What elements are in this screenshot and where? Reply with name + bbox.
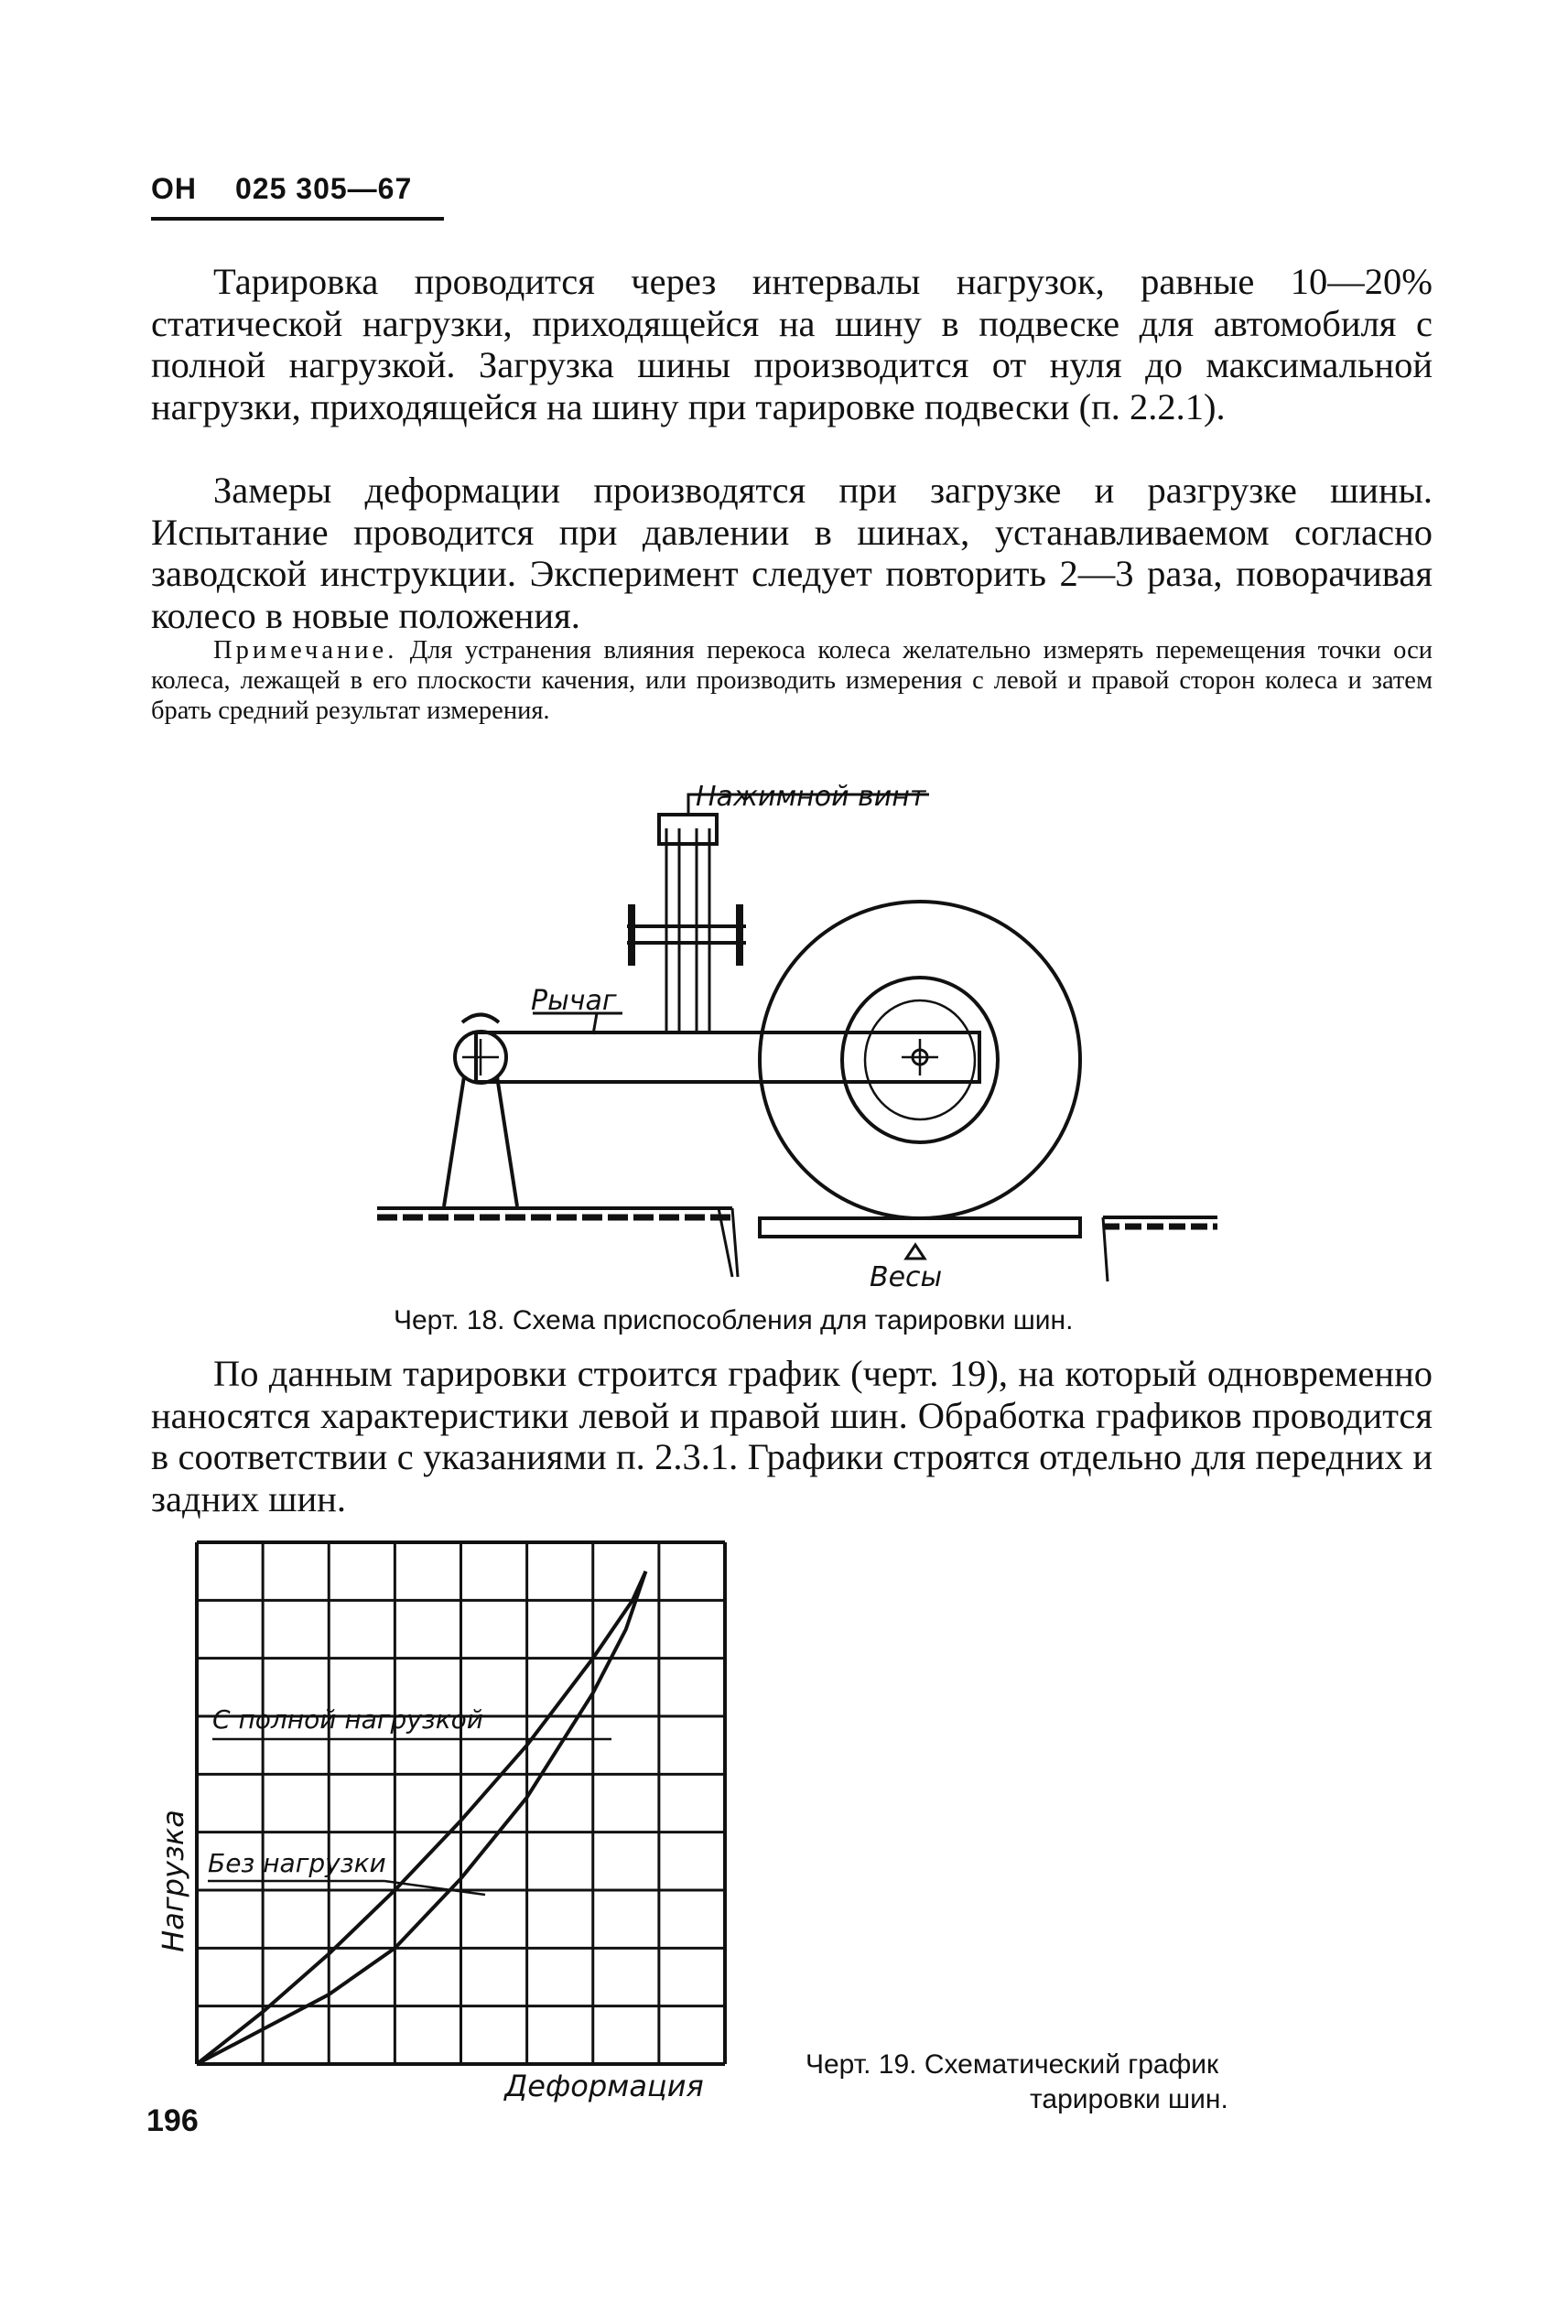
- note: [151, 635, 1433, 726]
- series-label-empty-leader: [208, 1881, 485, 1895]
- series-line-no-load: [197, 1572, 645, 2064]
- figure19-caption-line2: тарировки шин.: [1030, 2084, 1228, 2114]
- paragraph-1: Тарировка проводится через интервалы нагрузок, равные 10—20% статической нагрузки, приходящейся на шину в подвеске для автомобиля с полной нагрузкой. Загрузка шины производится от нуля до максимальной нагрузки, приходящейся на шину при тарировке подвески (п. 2.2.1).: [151, 261, 1433, 427]
- tire-outer: [760, 902, 1080, 1218]
- screw-label: Нажимной винт: [696, 781, 926, 813]
- cross-beam: [627, 926, 746, 943]
- tire-inner: [842, 978, 998, 1142]
- support-stand: [444, 1015, 517, 1207]
- note-label: Примечание.: [213, 636, 398, 665]
- lever-label: Рычаг: [531, 985, 617, 1017]
- chart-series: [197, 1572, 645, 2064]
- series-label-full: С полной нагрузкой: [212, 1704, 483, 1735]
- scales-label: Весы: [870, 1261, 943, 1293]
- x-axis-label: Деформация: [504, 2069, 704, 2103]
- rim-inner: [865, 1000, 975, 1119]
- y-axis-label: Нагрузка: [156, 1810, 190, 1952]
- document-header: [151, 172, 412, 206]
- lever-arm: [476, 1032, 979, 1082]
- series-line-full-load: [197, 1572, 645, 2064]
- chart-grid: [197, 1542, 725, 2064]
- figure19-caption-line1: Черт. 19. Схематический график: [806, 2049, 1219, 2080]
- screw-body: [666, 828, 709, 1032]
- note-text: Для устранения влияния перекоса колеса желательно измерять перемещения точки оси колеса, лежащей в его плоскости качения, или производить измерения с левой и правой сторон колеса и затем брать средний результат измерения.: [151, 636, 1433, 725]
- header-prefix: ОН: [151, 172, 197, 205]
- scales-fulcrum: [906, 1245, 925, 1259]
- pivot-circle: [455, 1032, 506, 1083]
- scales-platform: [760, 1218, 1080, 1237]
- figure18-caption: Черт. 18. Схема приспособления для тарировки шин.: [394, 1305, 1074, 1335]
- header-code: 025 305—67: [235, 172, 413, 205]
- paragraph-3: По данным тарировки строится график (черт. 19), на который одновременно наносятся характеристики левой и правой шин. Обработка графиков проводится в соответствии с указаниями п. 2.3.1. Графики строятся отдельно для передних и задних шин.: [151, 1353, 1433, 1519]
- paragraph-2: Замеры деформации производятся при загрузке и разгрузке шины. Испытание проводится при давлении в шинах, устанавливаемом согласно заводской инструкции. Эксперимент следует повторить 2—3 раза, поворачивая колесо в новые положения.: [151, 470, 1433, 636]
- page-number: 196: [146, 2103, 199, 2138]
- header-rule: [151, 217, 444, 221]
- screw-head: [659, 815, 717, 844]
- series-label-empty: Без нагрузки: [208, 1848, 386, 1878]
